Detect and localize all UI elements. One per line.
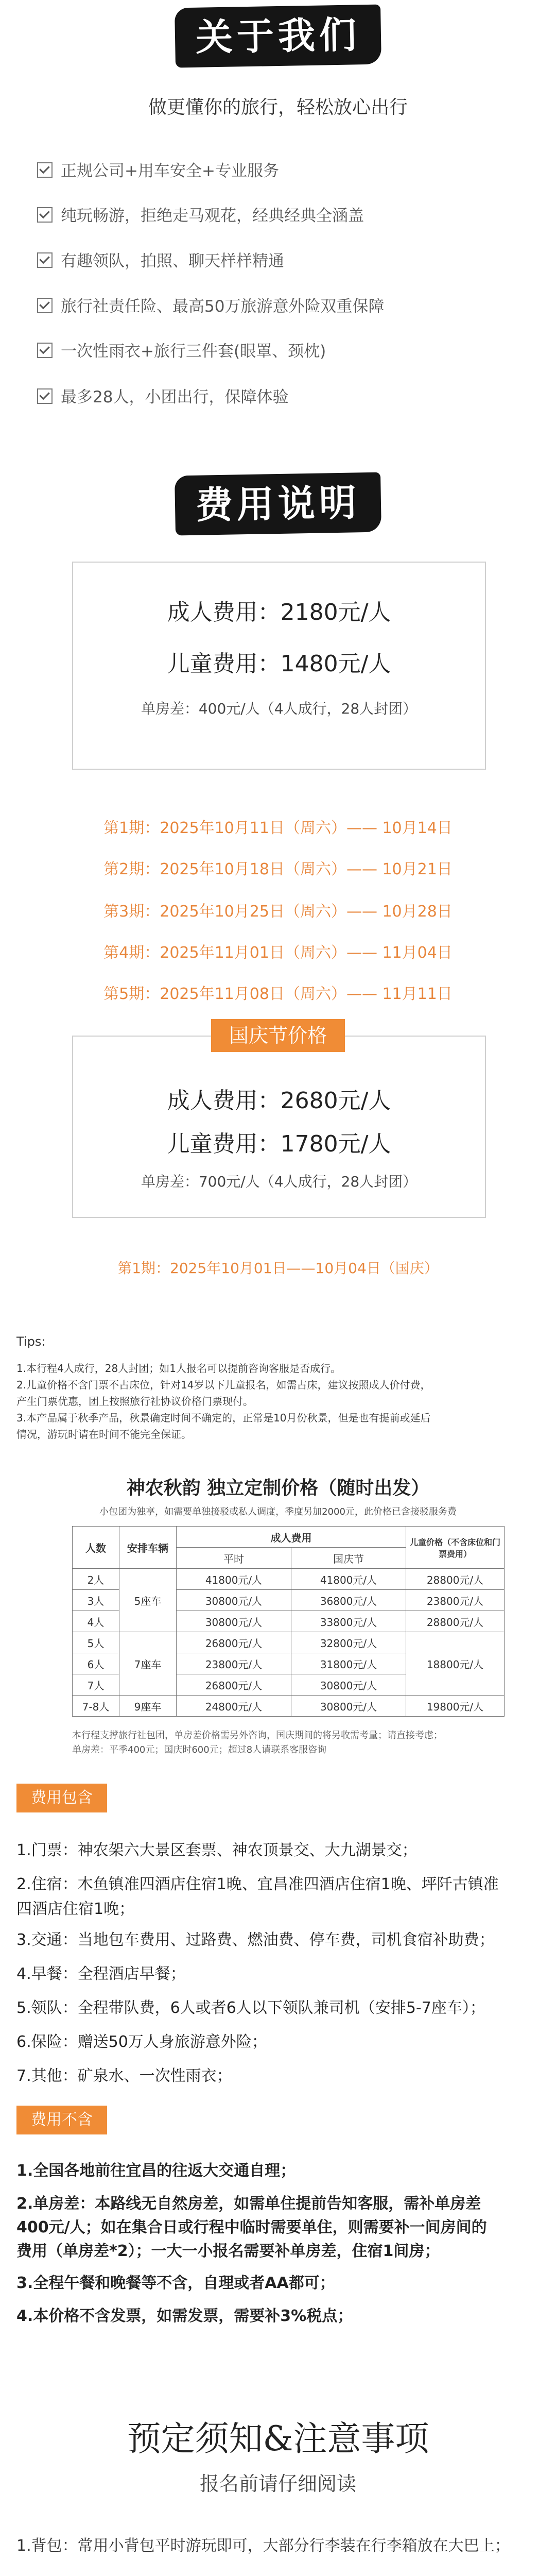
national-adult-price: 成人费用：2680元/人	[167, 1088, 391, 1114]
fees-title: 费用说明	[195, 480, 361, 527]
included-item: 1.门票：神农架六大景区套票、神农顶景交、大九湖景交；	[16, 1841, 418, 1859]
checkbox-icon	[37, 298, 53, 313]
table-row: 7-8人 9座车 24800元/人 30800元/人 19800元/人	[73, 1696, 505, 1717]
included-item: 7.其他：矿泉水、一次性雨衣；	[16, 2067, 232, 2085]
included-item: 4.早餐：全程酒店早餐；	[16, 1965, 186, 1983]
about-point: 纯玩畅游，拒绝走马观花，经典经典全涵盖	[37, 202, 364, 226]
excluded-label: 费用不含	[16, 2106, 107, 2134]
excluded-item: 1.全国各地前往宜昌的往返大交通自理；	[16, 2162, 296, 2180]
regular-price-box	[72, 562, 486, 770]
custom-note-2: 单房差：平季400元；国庆时600元；超过8人请联系客服咨询	[72, 1744, 327, 1755]
national-single-room-price: 单房差：700元/人（4人成行，28人封团）	[141, 1173, 418, 1190]
notice-subtitle: 报名前请仔细阅读	[199, 2472, 356, 2495]
excluded-item: 400元/人；如在集合日或行程中临时需要单住，则需要补一间房间的	[16, 2218, 487, 2236]
about-point: 一次性雨衣+旅行三件套(眼罩、颈枕)	[37, 338, 326, 361]
national-price-box	[72, 1036, 486, 1218]
notice-title: 预定须知&注意事项	[127, 2419, 429, 2459]
fees-title-banner	[175, 472, 381, 536]
departure-date: 第4期：2025年11月01日（周六）—— 11月04日	[103, 944, 453, 962]
table-row: 4人 30800元/人 33800元/人 28800元/人	[73, 1611, 505, 1632]
custom-price-subtitle: 小包团为独享，如需要单独接驳或私人调度，季度另加2000元，此价格已含接驳服务费	[99, 1506, 457, 1517]
header-people: 人数	[73, 1527, 119, 1569]
departure-date: 第1期：2025年10月11日（周六）—— 10月14日	[103, 819, 453, 837]
tips-line: 1.本行程4人成行，28人封团；如1人报名可以提前咨询客服是否成行。	[16, 1362, 341, 1375]
single-room-price: 单房差：400元/人（4人成行，28人封团）	[141, 700, 418, 717]
excluded-item: 费用（单房差*2）；一大一小报名需要补单房差，住宿1间房；	[16, 2242, 440, 2260]
included-item: 6.保险：赠送50万人身旅游意外险；	[16, 2033, 267, 2051]
checkbox-icon	[37, 207, 53, 223]
national-day-price-label: 国庆节价格	[211, 1019, 345, 1052]
table-row: 2人 5座车 41800元/人 41800元/人 28800元/人	[73, 1569, 505, 1590]
included-item: 3.交通：当地包车费用、过路费、燃油费、停车费，司机食宿补助费；	[16, 1931, 495, 1949]
checkbox-icon	[37, 343, 53, 358]
included-item: 5.领队：全程带队费，6人或者6人以下领队兼司机（安排5-7座车）；	[16, 1999, 485, 2017]
notice-para: 1.背包：常用小背包平时游玩即可，大部分行李装在行李箱放在大巴上；	[16, 2537, 510, 2555]
included-item: 四酒店住宿1晚；	[16, 1900, 135, 1918]
tips-line: 2.儿童价格不含门票不占床位，针对14岁以下儿童报名，如需占床，建议按照成人价付费，	[16, 1379, 431, 1391]
custom-note: 本行程支撑旅行社包团，单房差价格需另外咨询，国庆期间的将另收需考量；请直接考虑；	[72, 1730, 443, 1741]
excluded-item: 4.本价格不含发票，如需发票，需要补3%税点；	[16, 2307, 353, 2325]
excluded-item: 3.全程午餐和晚餐等不含，自理或者AA都可；	[16, 2274, 335, 2292]
header-vehicle: 安排车辆	[119, 1527, 177, 1569]
about-point: 旅行社责任险、最高50万旅游意外险双重保障	[37, 293, 384, 316]
tips-line: 3.本产品属于秋季产品，秋景确定时间不确定的，正常是10月份秋景，但是也有提前或延后	[16, 1412, 431, 1424]
table-row: 5人 7座车 26800元/人 32800元/人 18800元/人	[73, 1632, 505, 1653]
about-point: 有趣领队，拍照、聊天样样精通	[37, 248, 284, 271]
about-title-banner	[175, 5, 381, 68]
header-adult: 成人费用	[177, 1527, 406, 1548]
included-label: 费用包含	[16, 1784, 107, 1812]
departure-date: 第3期：2025年10月25日（周六）—— 10月28日	[103, 903, 453, 921]
adult-price: 成人费用：2180元/人	[167, 599, 391, 625]
departure-date: 第5期：2025年11月08日（周六）—— 11月11日	[103, 985, 453, 1003]
national-departure-date: 第1期：2025年10月01日——10月04日（国庆）	[117, 1260, 439, 1277]
about-point: 正规公司+用车安全+专业服务	[37, 158, 279, 181]
excluded-item: 2.单房差：本路线无自然房差，如需单住提前告知客服，需补单房差	[16, 2195, 481, 2213]
child-price: 儿童费用：1480元/人	[167, 651, 391, 677]
checkbox-icon	[37, 252, 53, 268]
header-child: 儿童价格（不含床位和门票费用）	[406, 1527, 505, 1569]
tips-label: Tips:	[16, 1334, 46, 1349]
table-row: 6人 23800元/人 31800元/人	[73, 1653, 505, 1674]
tips-line: 产生门票优惠，团上按照旅行社协议价格门票现付。	[16, 1395, 253, 1408]
about-point: 最多28人，小团出行，保障体验	[37, 384, 288, 407]
subheader-national: 国庆节	[291, 1548, 406, 1569]
about-subtitle: 做更懂你的旅行，轻松放心出行	[148, 97, 408, 118]
table-row: 3人 30800元/人 36800元/人 23800元/人	[73, 1590, 505, 1611]
subheader-regular: 平时	[177, 1548, 291, 1569]
custom-price-title: 神农秋韵 独立定制价格（随时出发）	[126, 1478, 430, 1499]
tips-line: 情况，游玩时请在时间不能完全保证。	[16, 1428, 192, 1440]
table-row: 7人 26800元/人 30800元/人	[73, 1674, 505, 1696]
departure-date: 第2期：2025年10月18日（周六）—— 10月21日	[103, 860, 453, 878]
about-title: 关于我们	[195, 12, 361, 59]
national-child-price: 儿童费用：1780元/人	[167, 1131, 391, 1157]
table-header-row	[73, 1527, 505, 1548]
checkbox-icon	[37, 388, 53, 404]
included-item: 2.住宿：木鱼镇准四酒店住宿1晚、宜昌准四酒店住宿1晚、坪阡古镇准	[16, 1875, 499, 1893]
checkbox-icon	[37, 162, 53, 178]
custom-price-table	[72, 1526, 505, 1717]
